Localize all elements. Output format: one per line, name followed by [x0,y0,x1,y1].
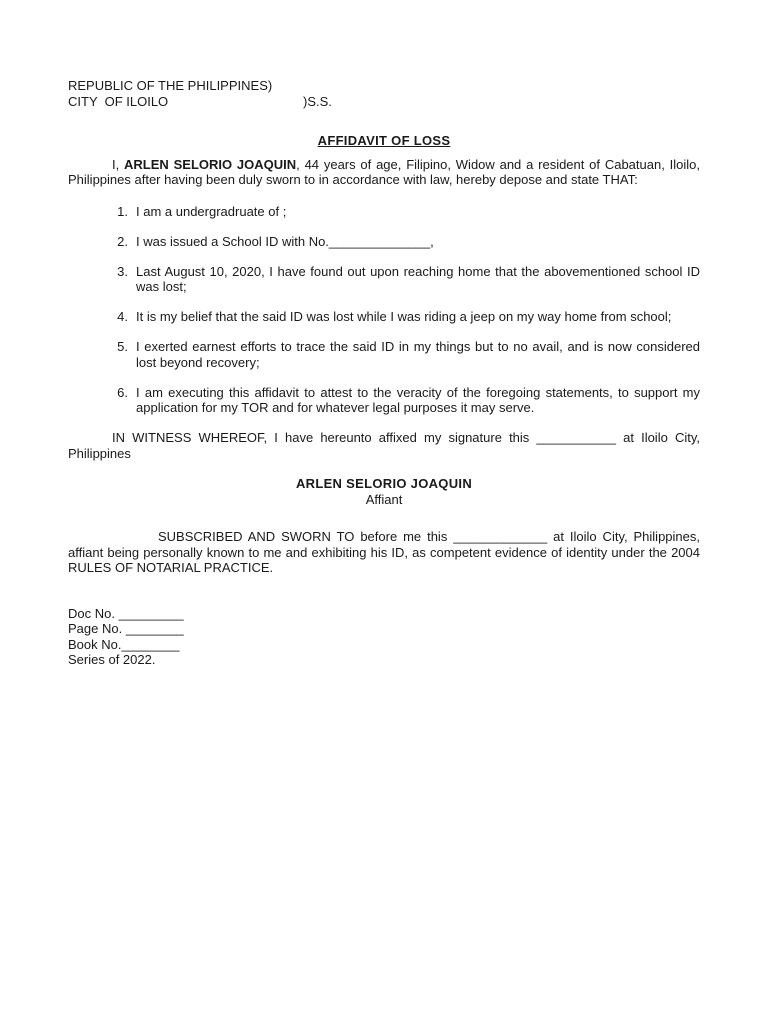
statement-list [68,204,700,416]
witness-paragraph: IN WITNESS WHEREOF, I have hereunto affixed my signature this ___________ at Iloilo City, Philippines [68,430,700,461]
ss-text: )S.S. [303,93,332,109]
list-item [68,234,700,250]
series-line: Series of 2022. [68,652,156,667]
affidavit-document [68,78,700,668]
venue-header-city [68,94,700,110]
list-item-number: 2. [117,233,128,249]
list-item-number: 4. [117,309,128,324]
list-item-number: 6. [117,384,128,400]
book-no-line: Book No.________ [68,636,180,652]
list-item-text: I am a undergradruate of ; [136,203,287,219]
affiant-role: Affiant [365,491,403,507]
jurat-paragraph: SUBSCRIBED AND SWORN TO before me this _____________ at Iloilo City, Philippines, affiant being personally known to me and exhibiting his ID, as competent evidence of identity under the 2004 RULES OF NOTARIAL PRACTICE. [68,529,700,575]
list-item [68,339,700,370]
list-item [68,204,700,220]
city-text: CITY OF ILOILO [68,93,169,109]
list-item-number: 1. [117,203,128,219]
list-item-text: I exerted earnest efforts to trace the said ID in my things but to no avail, and is now considered lost beyond recovery; [136,339,700,370]
venue-header-republic [68,78,700,94]
intro-prefix: I, [112,156,125,172]
document-title: AFFIDAVIT OF LOSS [317,133,451,148]
signature-block [68,476,700,507]
affiant-name: ARLEN SELORIO JOAQUIN [295,476,473,491]
intro-paragraph [68,157,700,188]
list-item [68,385,700,416]
page-no-line: Page No. ________ [68,621,184,636]
intro-rest: , 44 years of age, Filipino, Widow and a resident of Cabatuan, Iloilo, Philippines after having been duly sworn to in accordance with law, hereby depose and state THAT: [68,156,700,187]
republic-text: REPUBLIC OF THE PHILIPPINES) [68,78,273,93]
list-item-text: Last August 10, 2020, I have found out upon reaching home that the abovementioned school ID was lost; [136,263,700,294]
list-item [68,309,700,325]
list-item-text: I am executing this affidavit to attest to the veracity of the foregoing statements, to support my application for my TOR and for whatever legal purposes it may serve. [136,384,700,415]
list-item-text: It is my belief that the said ID was lost while I was riding a jeep on my way home from school; [136,309,672,324]
notarial-register-block [68,606,700,668]
list-item [68,264,700,295]
list-item-number: 5. [117,339,128,354]
doc-no-line: Doc No. _________ [68,605,184,621]
list-item-text: I was issued a School ID with No.______________, [136,233,434,249]
affiant-name-inline: ARLEN SELORIO JOAQUIN [124,156,297,172]
list-item-number: 3. [117,263,128,279]
